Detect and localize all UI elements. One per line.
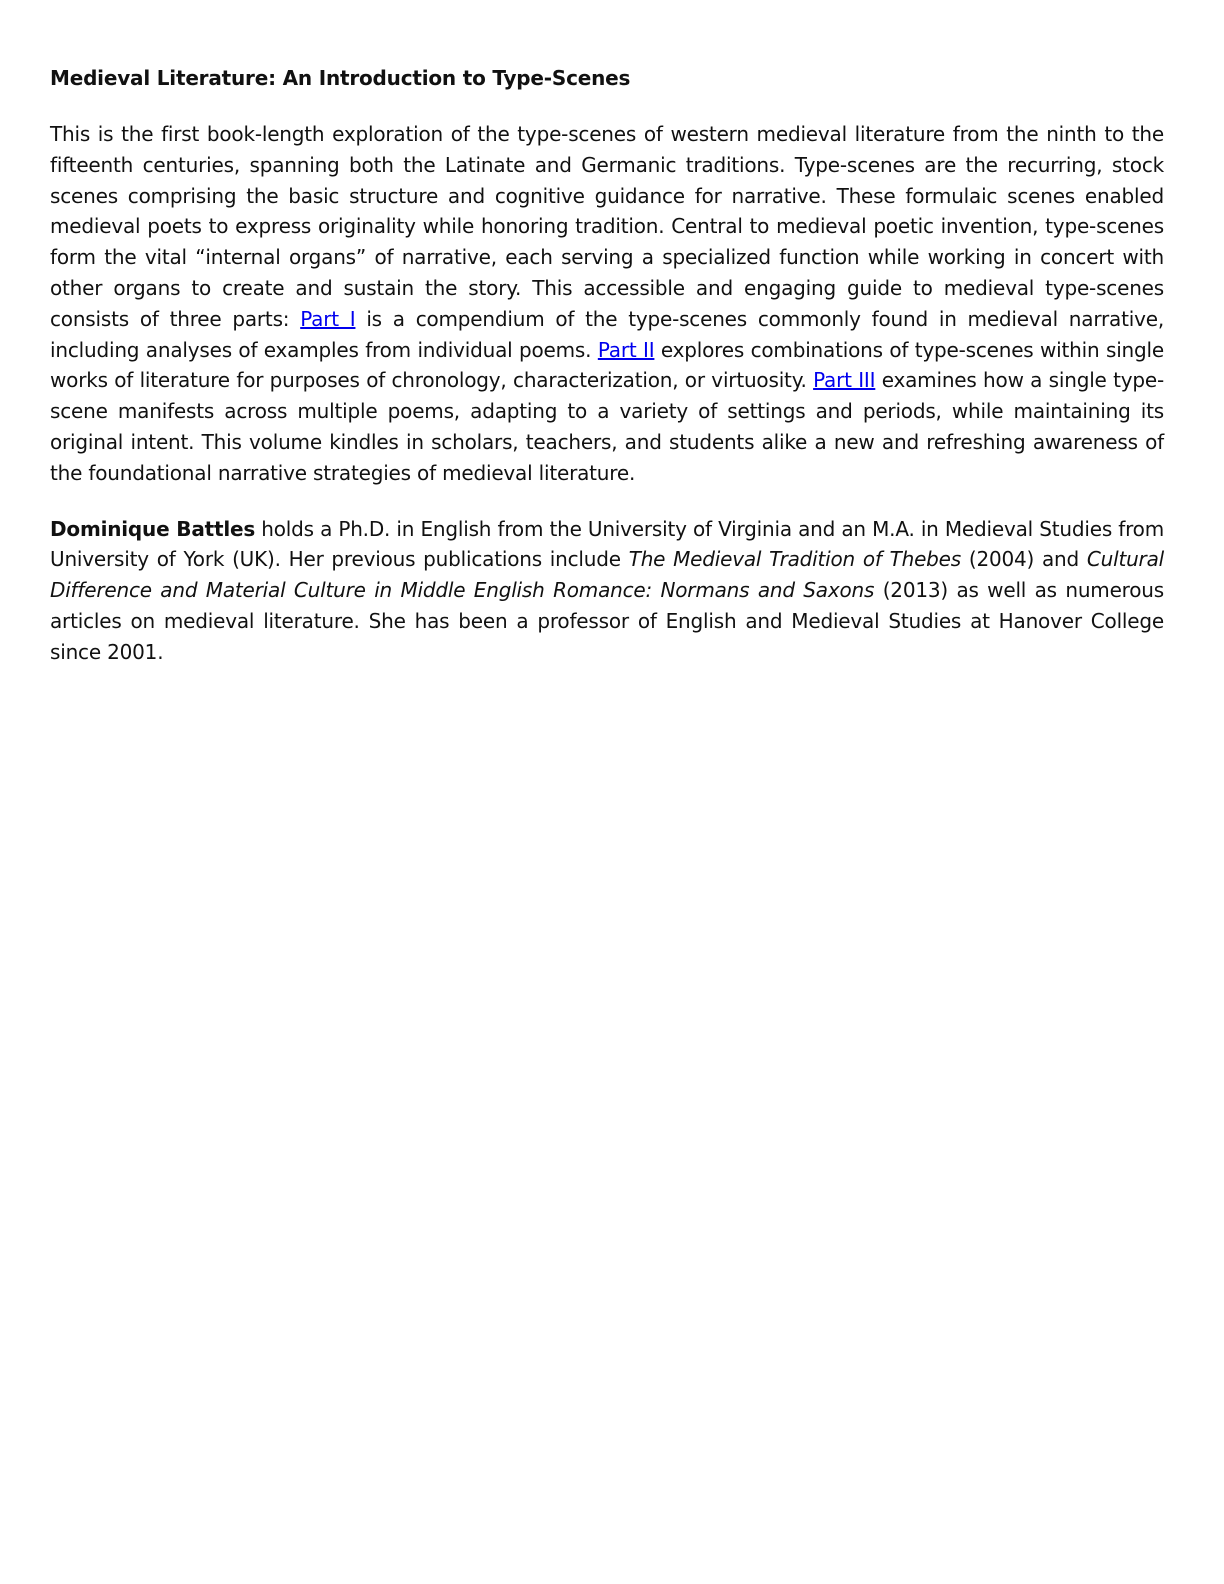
book-description bbox=[50, 119, 1164, 489]
bio-text: holds a Ph.D. in English from the University of Virginia and an M.A. in Medieval Studies from University of York (UK). Her previous publications include bbox=[50, 516, 1164, 572]
author-name: Dominique Battles bbox=[50, 516, 256, 541]
bio-text: (2004) and bbox=[961, 547, 1087, 572]
author-bio bbox=[50, 514, 1164, 668]
document-title: Medieval Literature: An Introduction to Type-Scenes bbox=[50, 66, 631, 90]
book-title: The Medieval Tradition of Thebes bbox=[628, 547, 961, 572]
description-text: explores combinations of type-scenes within single works of literature for purposes of chronology, characterization, or virtuosity. bbox=[50, 337, 1164, 393]
book-title: Cultural Difference and Material Culture in Middle English Romance: Normans and Saxons bbox=[50, 547, 1164, 603]
description-text: This is the first book-length exploration of the type-scenes of western medieval literature from the ninth to the fifteenth centuries, spanning both the Latinate and Germanic traditions. Type-scenes are the recurring, stock scenes comprising the basic structure and cognitive guidance for narrative. These formulaic scenes enabled medieval poets to express originality while honoring tradition. Central to medieval poetic invention, type-scenes form the vital “internal organs” of narrative, each serving a specialized function while working in concert with other organs to create and sustain the story. This accessible and engaging guide to medieval type-scenes consists of three parts: bbox=[50, 122, 1164, 331]
part-1-link[interactable]: Part I bbox=[300, 306, 356, 331]
bio-text: (2013) as well as numerous articles on medieval literature. She has been a professor of English and Medieval Studies at Hanover College since 2001. bbox=[50, 578, 1164, 664]
part-2-link[interactable]: Part II bbox=[597, 337, 655, 362]
description-text: is a compendium of the type-scenes commonly found in medieval narrative, including analyses of examples from individual poems. bbox=[50, 306, 1164, 362]
description-text: examines how a single type-scene manifests across multiple poems, adapting to a variety of settings and periods, while maintaining its original intent. This volume kindles in scholars, teachers, and students alike a new and refreshing awareness of the foundational narrative strategies of medieval literature. bbox=[50, 368, 1164, 485]
part-3-link[interactable]: Part III bbox=[813, 368, 876, 393]
document-page bbox=[50, 62, 1164, 693]
